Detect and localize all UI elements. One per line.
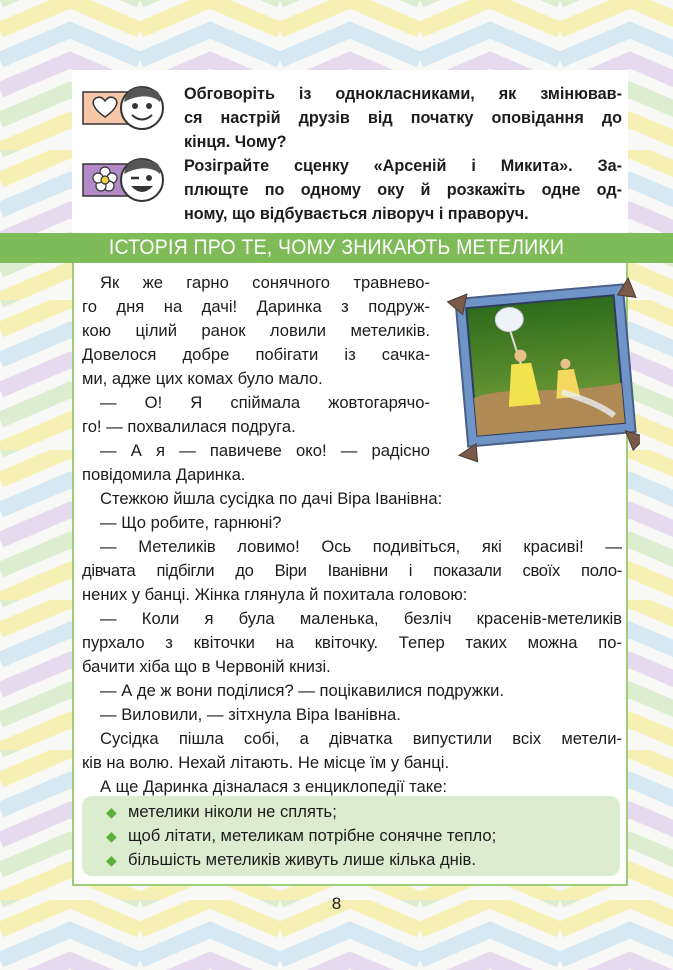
story-line: — Метеликів ловимо! Ось подивіться, які красиві! — <box>100 537 622 556</box>
story-line: Стежкою йшла сусідка по дачі Віра Іванівна: <box>100 489 443 508</box>
flower-face-icon <box>82 154 166 204</box>
story-title: ІСТОРІЯ ПРО ТЕ, ЧОМУ ЗНИКАЮТЬ МЕТЕЛИКИ <box>108 236 565 259</box>
task-line: ному, що відбувається ліворуч і праворуч. <box>184 205 529 223</box>
story-line: го! — похвалилася подруга. <box>82 417 296 436</box>
story-line: — Коли я була маленька, безліч красенів-метеликів <box>100 609 622 628</box>
story-line: кою цілий ранок ловили метеликів. <box>82 321 430 340</box>
task-discuss-text <box>184 82 622 154</box>
story-line: дівчата підбігли до Віри Іванівни і показали своїх поло- <box>82 561 622 580</box>
fact-text: метелики ніколи не сплять; <box>128 802 337 821</box>
diamond-bullet-icon: ◆ <box>106 852 117 868</box>
story-line: бачити хіба що в Червоній книзі. <box>82 657 331 676</box>
task-line: плющте по одному оку й розкажіть одне од- <box>184 181 622 199</box>
story-line: Довелося добре побігати із сачка- <box>82 345 430 364</box>
diamond-bullet-icon: ◆ <box>106 804 117 820</box>
story-line: — Виловили, — зітхнула Віра Іванівна. <box>100 705 401 724</box>
story-line: — А я — павичеве око! — радісно <box>100 441 430 460</box>
story-line: А ще Даринка дізналася з енциклопедії таке: <box>100 777 448 796</box>
story-line: — А де ж вони поділися? — поцікавилися подружки. <box>100 681 504 700</box>
task-line: Обговоріть із однокласниками, як змінював- <box>184 85 622 103</box>
task-roleplay-text <box>184 154 622 226</box>
task-line: кінця. Чому? <box>184 133 287 151</box>
story-line: Як же гарно сонячного травнево- <box>100 273 430 292</box>
story-line: го дня на дачі! Даринка з подруж- <box>82 297 430 316</box>
fact-text: щоб літати, метеликам потрібне сонячне тепло; <box>128 826 497 845</box>
story-line: Сусідка пішла собі, а дівчатка випустили всіх метели- <box>100 729 622 748</box>
task-line: Розіграйте сценку «Арсеній і Микита». За- <box>184 157 622 175</box>
girls-catching-butterflies-photo <box>440 272 640 472</box>
story-line: повідомила Даринка. <box>82 465 246 484</box>
fact-text: більшість метеликів живуть лише кілька днів. <box>128 850 476 869</box>
story-line: нених у банці. Жінка глянула й похитала головою: <box>82 585 468 604</box>
story-line: пурхало з квіточки на квіточку. Тепер таких можна по- <box>82 633 622 652</box>
story-line: ків на волю. Нехай літають. Не місце їм у банці. <box>82 753 450 772</box>
diamond-bullet-icon: ◆ <box>106 828 117 844</box>
story-line: — Що робите, гарнюні? <box>100 513 282 532</box>
story-title-banner <box>0 233 673 263</box>
heart-face-icon <box>82 82 166 132</box>
task-line: ся настрій друзів від початку оповідання до <box>184 109 622 127</box>
story-line: — О! Я спіймала жовтогарячо- <box>100 393 430 412</box>
page-number: 8 <box>331 894 342 913</box>
story-line: ми, адже цих комах було мало. <box>82 369 323 388</box>
